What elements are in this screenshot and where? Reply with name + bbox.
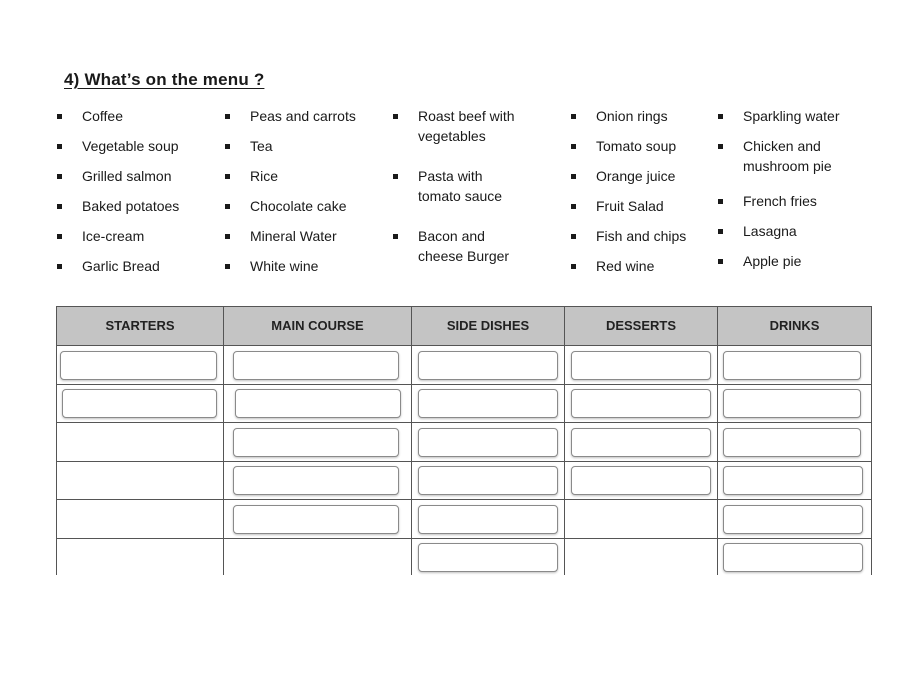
bullet-icon (225, 264, 230, 269)
bullet-icon (718, 199, 723, 204)
item-label (418, 106, 515, 146)
bullet-icon (571, 234, 576, 239)
item-label-line-1: Pasta with (418, 168, 483, 184)
item-label: Vegetable soup (82, 138, 179, 154)
bullet-icon (718, 229, 723, 234)
item-label: Tea (250, 138, 273, 154)
bullet-icon (393, 114, 398, 119)
bullet-icon (225, 174, 230, 179)
drop-slot-starters-1[interactable] (60, 351, 217, 380)
item-label: Peas and carrots (250, 108, 356, 124)
drop-slot-side-dishes-5[interactable] (418, 505, 558, 534)
item-label: Garlic Bread (82, 258, 160, 274)
item-label: Grilled salmon (82, 168, 172, 184)
drop-slot-side-dishes-1[interactable] (418, 351, 558, 380)
drop-slot-desserts-3[interactable] (571, 428, 711, 457)
column-divider (717, 307, 718, 575)
header-desserts: DESSERTS (605, 318, 677, 333)
row-divider (57, 499, 871, 500)
item-label: Sparkling water (743, 108, 840, 124)
bullet-icon (57, 174, 62, 179)
item-label-line-2: tomato sauce (418, 188, 503, 204)
item-label (418, 226, 509, 266)
bullet-icon (393, 234, 398, 239)
bullet-icon (718, 114, 723, 119)
bullet-icon (57, 264, 62, 269)
bullet-icon (225, 144, 230, 149)
item-label-line-1: Bacon and (418, 228, 485, 244)
bullet-icon (718, 144, 723, 149)
item-label: Coffee (82, 108, 123, 124)
item-label-line-1: Chicken and (743, 138, 821, 154)
row-divider (57, 422, 871, 423)
item-label: Rice (250, 168, 279, 184)
column-divider (223, 307, 224, 575)
item-label: Onion rings (596, 108, 668, 124)
drop-slot-main-course-1[interactable] (233, 351, 399, 380)
drop-slot-drinks-5[interactable] (723, 505, 863, 534)
drop-slot-side-dishes-6[interactable] (418, 543, 558, 572)
bullet-icon (718, 259, 723, 264)
item-label: Tomato soup (596, 138, 677, 154)
item-label: Baked potatoes (82, 198, 180, 214)
bullet-icon (57, 114, 62, 119)
drop-slot-drinks-6[interactable] (723, 543, 863, 572)
item-label (418, 166, 502, 206)
bullet-icon (571, 174, 576, 179)
header-main-course: MAIN COURSE (271, 318, 364, 333)
bullet-icon (225, 204, 230, 209)
item-label: Orange juice (596, 168, 676, 184)
drop-slot-drinks-1[interactable] (723, 351, 861, 380)
bullet-icon (571, 144, 576, 149)
bullet-icon (57, 204, 62, 209)
bullet-icon (225, 114, 230, 119)
table-header-row (57, 307, 871, 346)
sorting-table (56, 306, 872, 575)
bullet-icon (571, 114, 576, 119)
drop-slot-main-course-4[interactable] (233, 466, 399, 495)
row-divider (57, 461, 871, 462)
bullet-icon (57, 144, 62, 149)
drop-slot-desserts-2[interactable] (571, 389, 711, 418)
exercise-title: 4) What’s on the menu ? (64, 70, 265, 89)
row-divider (57, 384, 871, 385)
drop-slot-side-dishes-3[interactable] (418, 428, 558, 457)
column-divider (564, 307, 565, 575)
drop-slot-main-course-2[interactable] (235, 389, 401, 418)
item-label: White wine (250, 258, 319, 274)
item-label-line-1: Roast beef with (418, 108, 515, 124)
item-label (743, 136, 832, 176)
bullet-icon (57, 234, 62, 239)
header-side-dishes: SIDE DISHES (446, 318, 530, 333)
header-drinks: DRINKS (769, 318, 820, 333)
drop-slot-side-dishes-2[interactable] (418, 389, 558, 418)
bullet-icon (571, 264, 576, 269)
drop-slot-desserts-4[interactable] (571, 466, 711, 495)
drop-slot-main-course-5[interactable] (233, 505, 399, 534)
item-label: Fruit Salad (596, 198, 664, 214)
item-label-line-2: vegetables (418, 128, 486, 144)
drop-slot-side-dishes-4[interactable] (418, 466, 558, 495)
item-label: Mineral Water (250, 228, 337, 244)
drop-slot-drinks-4[interactable] (723, 466, 863, 495)
drop-slot-drinks-2[interactable] (723, 389, 861, 418)
bullet-icon (393, 174, 398, 179)
row-divider (57, 538, 871, 539)
drop-slot-drinks-3[interactable] (723, 428, 861, 457)
item-label: Fish and chips (596, 228, 687, 244)
item-label-line-2: cheese Burger (418, 248, 510, 264)
bullet-icon (225, 234, 230, 239)
drop-slot-starters-2[interactable] (62, 389, 217, 418)
item-label: French fries (743, 193, 817, 209)
item-label: Lasagna (743, 223, 797, 239)
item-label: Chocolate cake (250, 198, 347, 214)
header-starters: STARTERS (105, 318, 175, 333)
item-label: Ice-cream (82, 228, 145, 244)
bullet-icon (571, 204, 576, 209)
item-label: Apple pie (743, 253, 802, 269)
item-label-line-2: mushroom pie (743, 158, 832, 174)
item-label: Red wine (596, 258, 655, 274)
drop-slot-desserts-1[interactable] (571, 351, 711, 380)
drop-slot-main-course-3[interactable] (233, 428, 399, 457)
column-divider (411, 307, 412, 575)
